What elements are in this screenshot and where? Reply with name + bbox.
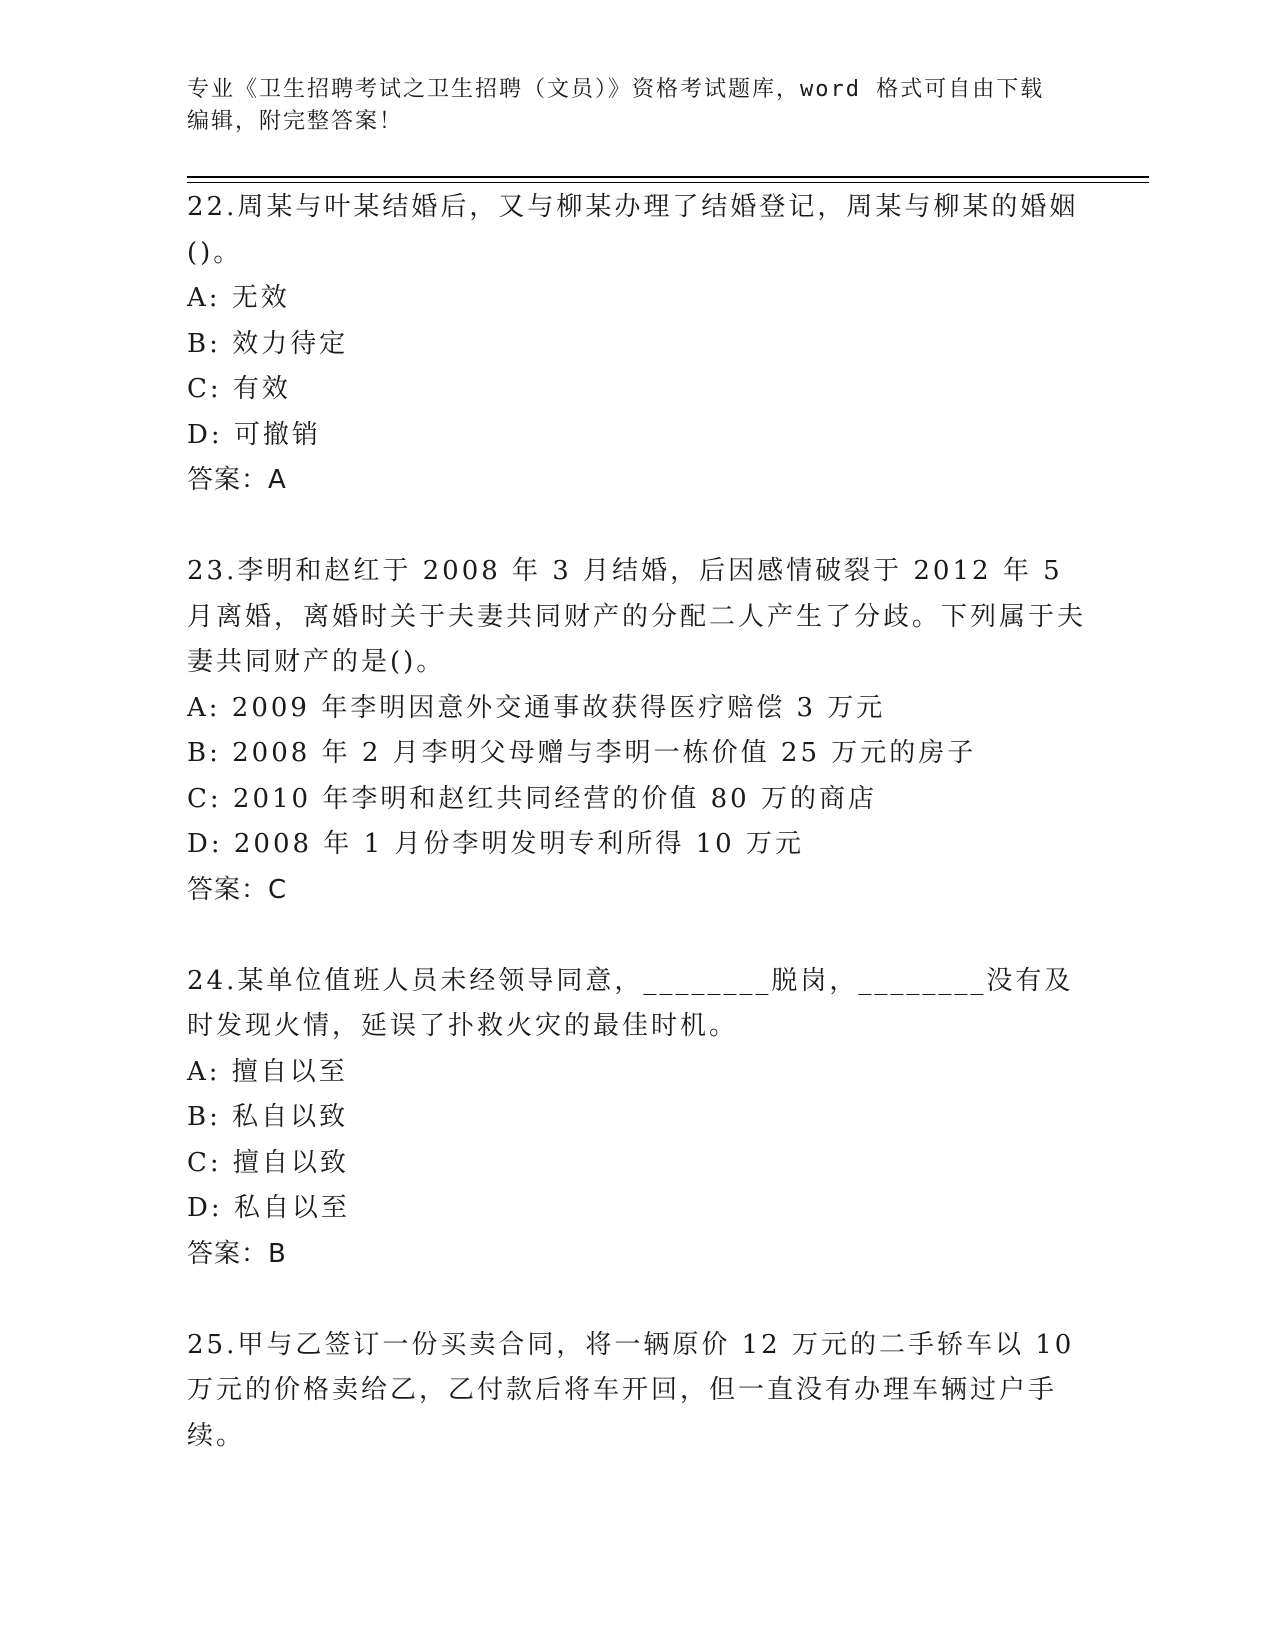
header-divider-thin — [187, 182, 1149, 183]
option-c: C: 擅自以致 — [187, 1147, 349, 1178]
answer: 答案：C — [187, 874, 288, 905]
question-24 — [187, 959, 1087, 1278]
header-line-1: 专业《卫生招聘考试之卫生招聘（文员）》资格考试题库，word 格式可自由下载 — [187, 77, 1045, 102]
option-c: C: 有效 — [187, 374, 291, 404]
question-stem: 25.甲与乙签订一份买卖合同，将一辆原价 12 万元的二手轿车以 10 万元的价格卖给乙，乙付款后将车开回，但一直没有办理车辆过户手续。 — [187, 1329, 1075, 1451]
header-divider-thick — [187, 176, 1149, 178]
answer: 答案：A — [187, 465, 287, 495]
question-stem: 22.周某与叶某结婚后，又与柳某办理了结婚登记，周某与柳某的婚姻()。 — [187, 192, 1079, 268]
document-header — [187, 74, 1087, 138]
option-a: A: 无效 — [187, 283, 290, 313]
question-stem: 23.李明和赵红于 2008 年 3 月结婚，后因感情破裂于 2012 年 5 月离婚，离婚时关于夫妻共同财产的分配二人产生了分歧。下列属于夫妻共同财产的是()。 — [187, 556, 1087, 677]
option-c: C: 2010 年李明和赵红共同经营的价值 80 万的商店 — [187, 783, 877, 814]
option-a: A: 2009 年李明因意外交通事故获得医疗赔偿 3 万元 — [187, 692, 886, 723]
question-23 — [187, 549, 1087, 913]
answer: 答案：B — [187, 1238, 287, 1269]
option-d: D: 2008 年 1 月份李明发明专利所得 10 万元 — [187, 829, 804, 859]
option-b: B: 效力待定 — [187, 328, 349, 359]
question-list — [187, 185, 1087, 1459]
option-b: B: 2008 年 2 月李明父母赠与李明一栋价值 25 万元的房子 — [187, 738, 977, 768]
question-stem: 24.某单位值班人员未经领导同意，________脱岗，________没有及时发现火情，延误了扑救火灾的最佳时机。 — [187, 965, 1074, 1041]
question-22 — [187, 185, 1087, 504]
question-25 — [187, 1323, 1087, 1460]
option-b: B: 私自以致 — [187, 1102, 349, 1132]
option-d: D: 可撤销 — [187, 419, 321, 450]
option-d: D: 私自以至 — [187, 1193, 350, 1223]
header-line-2: 编辑，附完整答案！ — [187, 109, 404, 134]
option-a: A: 擅自以至 — [187, 1056, 348, 1087]
